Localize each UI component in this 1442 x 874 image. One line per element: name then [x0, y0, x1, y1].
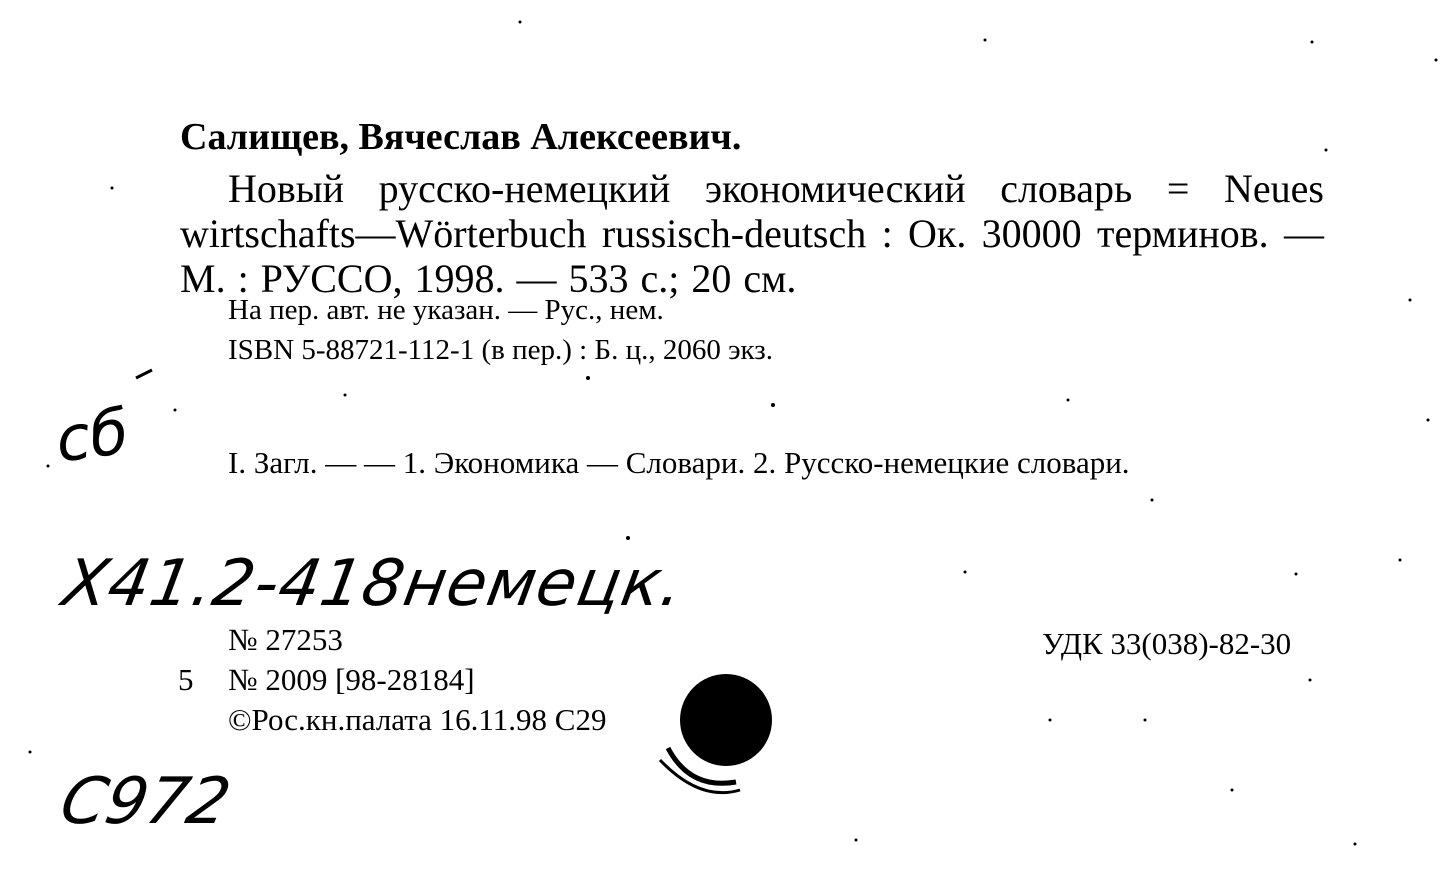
- author-heading: Салищев, Вячеслав Алексеевич.: [180, 116, 742, 158]
- registry-number: № 2009 [98-28184]: [228, 662, 475, 697]
- handwritten-mark: сб: [51, 394, 133, 477]
- handwritten-shelf-code: Х41.2-418немецк.: [57, 547, 690, 621]
- record-prefix: 5: [178, 662, 194, 697]
- copyright-line: ©Рос.кн.палата 16.11.98 С29: [228, 702, 607, 737]
- record-number: № 27253: [228, 622, 343, 657]
- isbn-line: ISBN 5-88721-112-1 (в пер.) : Б. ц., 2060 экз.: [228, 334, 773, 366]
- subject-headings: I. Загл. — — 1. Экономика — Словари. 2. Русско-немецкие словари.: [228, 445, 1130, 480]
- title-statement: Новый русско-немецкий экономический словарь = Neues wirtschafts—Wörterbuch russisch-deutsch : Ок. 30000 терминов. — М. : РУССО, 1998. — 533 с.; 20 см.: [180, 166, 1324, 301]
- binding-note: На пер. авт. не указан. — Рус., нем.: [228, 294, 664, 326]
- udk-classification: УДК 33(038)-82-30: [1042, 626, 1292, 661]
- handwritten-call-number: С972: [54, 765, 237, 839]
